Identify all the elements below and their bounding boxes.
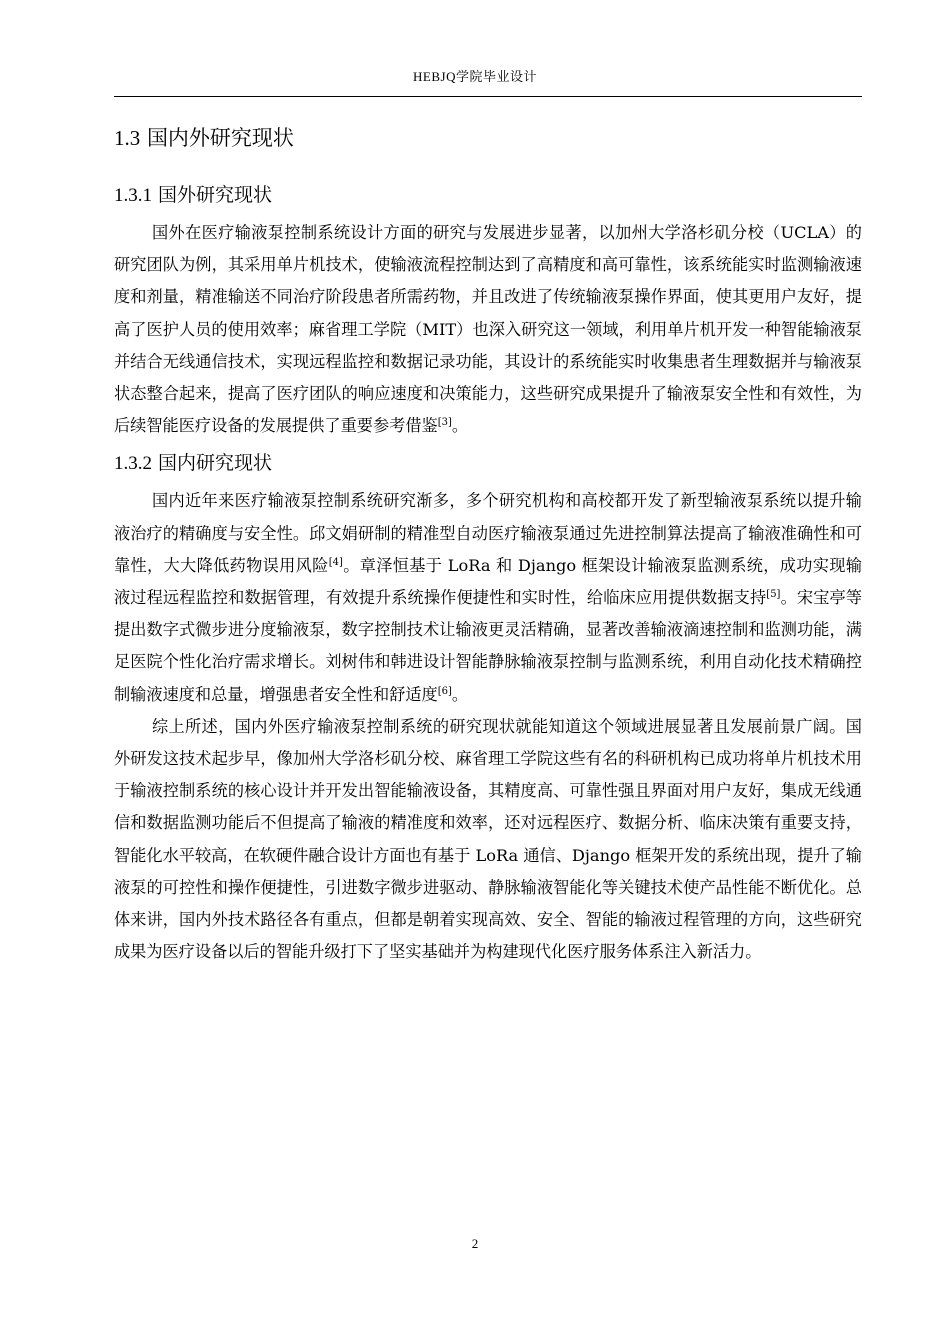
subsection-number-1: 1.3.1 xyxy=(114,185,152,206)
paragraph-domestic-research xyxy=(114,485,862,710)
subsection-number-2: 1.3.2 xyxy=(114,453,152,475)
page-number: 2 xyxy=(471,1236,479,1251)
citation: [6] xyxy=(437,685,452,697)
section-heading xyxy=(114,120,862,156)
section-title: 国内外研究现状 xyxy=(146,126,294,150)
subsection-title-1: 国外研究现状 xyxy=(158,184,273,206)
header-rule xyxy=(114,96,862,97)
page-header: HEBJQ学院毕业设计 xyxy=(413,69,537,84)
paragraph-text: 。 xyxy=(451,684,469,704)
paragraph-text: 。 xyxy=(451,416,469,436)
paragraph-text: 。章泽恒基于 LoRa 和 Django 框架设计输液泵监测系统，成功实现输液过程远程监控和数据管理，有效提升系统操作便捷性和实时性，给临床应用提供数据支持 xyxy=(114,555,863,608)
subsection-heading-2 xyxy=(114,446,862,481)
page-content xyxy=(114,120,862,968)
section-number: 1.3 xyxy=(114,126,141,150)
citation: [5] xyxy=(766,589,781,601)
paragraph-text: 国内近年来医疗输液泵控制系统研究渐多，多个研究机构和高校都开发了新型输液泵系统以提升输液治疗的精确度与安全性。邱文娟研制的精准型自动医疗输液泵通过先进控制算法提高了输液准确性和可靠性，大大降低药物误用风险 xyxy=(114,491,862,575)
paragraph-text: 国外在医疗输液泵控制系统设计方面的研究与发展进步显著，以加州大学洛杉矶分校（UCLA）的研究团队为例，其采用单片机技术，使输液流程控制达到了高精度和高可靠性，该系统能实时监测输液速度和剂量，精准输送不同治疗阶段患者所需药物，并且改进了传统输液泵操作界面，使其更用户友好，提高了医护人员的使用效率；麻省理工学院（MIT）也深入研究这一领域，利用单片机开发一种智能输液泵并结合无线通信技术，实现远程监控和数据记录功能，其设计的系统能实时收集患者生理数据并与输液泵状态整合起来，提高了医疗团队的响应速度和决策能力，这些研究成果提升了输液泵安全性和有效性，为后续智能医疗设备的发展提供了重要参考借鉴 xyxy=(114,223,862,436)
citation: [4] xyxy=(328,556,343,568)
paragraph-foreign-research xyxy=(114,217,862,442)
citation: [3] xyxy=(437,417,452,429)
paragraph-summary: 综上所述，国内外医疗输液泵控制系统的研究现状就能知道这个领域进展显著且发展前景广阔。国外研发这技术起步早，像加州大学洛杉矶分校、麻省理工学院这些有名的科研机构已成功将单片机技术用于输液控制系统的核心设计并开发出智能输液设备，其精度高、可靠性强且界面对用户友好，集成无线通信和数据监测功能后不但提高了输液的精准度和效率，还对远程医疗、数据分析、临床决策有重要支持，智能化水平较高，在软硬件融合设计方面也有基于 LoRa 通信、Django 框架开发的系统出现，提升了输液泵的可控性和操作便捷性，引进数字微步进驱动、静脉输液智能化等关键技术使产品性能不断优化。总体来讲，国内外技术路径各有重点，但都是朝着实现高效、安全、智能的输液过程管理的方向，这些研究成果为医疗设备以后的智能升级打下了坚实基础并为构建现代化医疗服务体系注入新活力。 xyxy=(114,716,862,962)
subsection-title-2: 国内研究现状 xyxy=(158,452,273,475)
paragraph-text: 。宋宝亭等提出数字式微步进分度输液泵，数字控制技术让输液更灵活精确，显著改善输液滴速控制和监测功能，满足医院个性化治疗需求增长。刘树伟和韩进设计智能静脉输液泵控制与监测系统，利用自动化技术精确控制输液速度和总量，增强患者安全性和舒适度 xyxy=(114,588,863,704)
subsection-heading-1 xyxy=(114,178,862,213)
